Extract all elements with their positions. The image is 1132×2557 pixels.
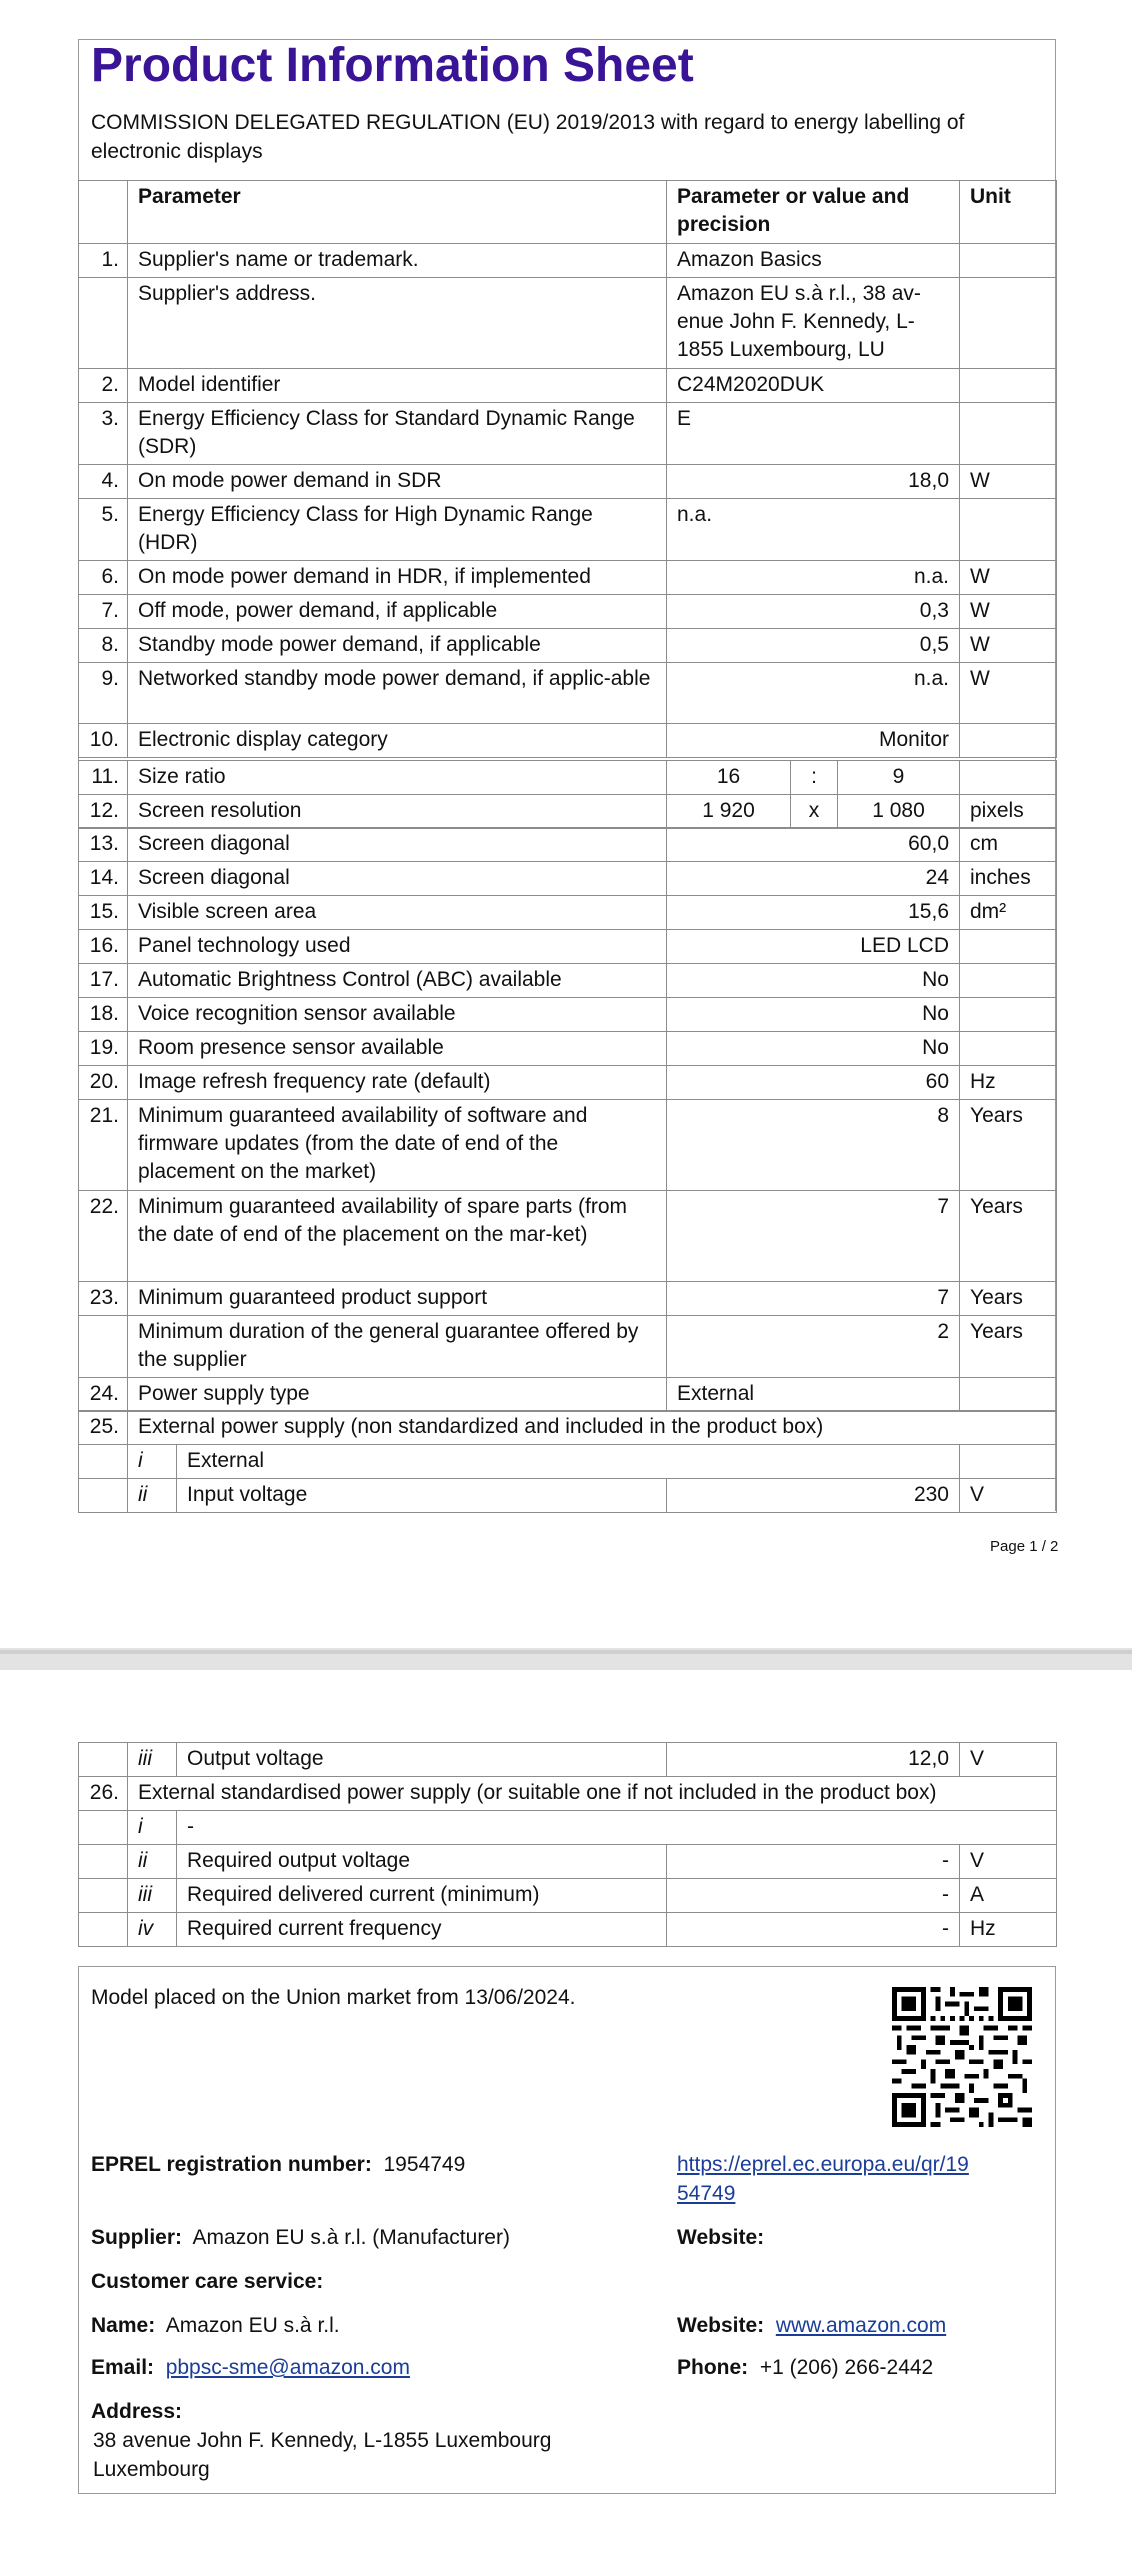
name-line	[91, 2311, 340, 2340]
table-row: 3. Energy Efficiency Class for Standard Dynamic Range (SDR) E	[79, 403, 1057, 465]
table-row: 19. Room presence sensor available No	[79, 1032, 1057, 1066]
table-row: 7. Off mode, power demand, if applicable 0,3 W	[79, 595, 1057, 629]
phone-label: Phone:	[677, 2356, 749, 2379]
table-row: 22. Minimum guaranteed availability of spare parts (from the date of end of the placement on the mar-ket) 7 Years	[79, 1191, 1057, 1282]
col-header-value: Parameter or value and precision	[667, 181, 960, 244]
phone-line	[677, 2353, 933, 2382]
table-row: Minimum duration of the general guarantee offered by the supplier 2 Years	[79, 1316, 1057, 1378]
address-label: Address:	[91, 2400, 183, 2423]
col-header-unit: Unit	[960, 181, 1057, 244]
table-row: 25. External power supply (non standardized and included in the product box)	[79, 1411, 1057, 1445]
table-row: ii Required output voltage - V	[79, 1845, 1057, 1879]
table-row: 6. On mode power demand in HDR, if implemented n.a. W	[79, 561, 1057, 595]
page-2-table	[78, 1742, 1057, 1947]
market-placement-date: Model placed on the Union market from 13/06/2024.	[91, 1986, 576, 2009]
page-title: Product Information Sheet	[91, 39, 694, 92]
table-row: 8. Standby mode power demand, if applicable 0,5 W	[79, 629, 1057, 663]
table-row: ii Input voltage 230 V	[79, 1479, 1057, 1513]
address-line-2: Luxembourg	[93, 2458, 210, 2481]
table-row: 24. Power supply type External	[79, 1378, 1057, 1412]
table-row: 2. Model identifier C24M2020DUK	[79, 369, 1057, 403]
table-row: 17. Automatic Brightness Control (ABC) available No	[79, 964, 1057, 998]
table-row: iv Required current frequency - Hz	[79, 1913, 1057, 1947]
regulation-subtitle: COMMISSION DELEGATED REGULATION (EU) 2019/2013 with regard to energy labelling of electronic displays	[91, 111, 965, 163]
table-row: 4. On mode power demand in SDR 18,0 W	[79, 465, 1057, 499]
email-link[interactable]: pbpsc-sme@amazon.com	[165, 2356, 410, 2379]
table-row: 9. Networked standby mode power demand, if applic-able n.a. W	[79, 663, 1057, 724]
website-link[interactable]: www.amazon.com	[775, 2314, 947, 2337]
supplier-line	[91, 2223, 510, 2252]
email-line	[91, 2353, 410, 2382]
page-number: Page 1 / 2	[990, 1538, 1059, 1555]
product-info-table-continued	[78, 827, 1057, 1412]
col-header-parameter: Parameter	[128, 181, 667, 244]
address-line-1: 38 avenue John F. Kennedy, L-1855 Luxembourg	[93, 2429, 552, 2452]
table-row: 1. Supplier's name or trademark. Amazon Basics	[79, 244, 1057, 278]
table-row: 16. Panel technology used LED LCD	[79, 930, 1057, 964]
customer-care-label: Customer care service:	[91, 2270, 324, 2293]
table-row: 5. Energy Efficiency Class for High Dynamic Range (HDR) n.a.	[79, 499, 1057, 561]
table-header-row	[79, 181, 1057, 244]
supplier-value: Amazon EU s.à r.l. (Manufacturer)	[192, 2226, 510, 2249]
table-row: iii Output voltage 12,0 V	[79, 1743, 1057, 1777]
eprel-link[interactable]: https://eprel.ec.europa.eu/qr/19 54749	[677, 2153, 969, 2205]
table-row: 14. Screen diagonal 24 inches	[79, 862, 1057, 896]
eprel-value: 1954749	[383, 2153, 466, 2176]
table-row: 21. Minimum guaranteed availability of software and firmware updates (from the date of end of the placement on the market) 8 Years	[79, 1100, 1057, 1191]
supplier-address: Amazon EU s.à r.l., 38 av-enue John F. Kennedy, L-1855 Luxembourg, LU	[667, 278, 960, 369]
table-row: i -	[79, 1811, 1057, 1845]
table-row: 18. Voice recognition sensor available No	[79, 998, 1057, 1032]
qr-code-icon[interactable]	[892, 1987, 1032, 2127]
table-row: 13. Screen diagonal 60,0 cm	[79, 828, 1057, 862]
website-label: Website:	[677, 2226, 765, 2249]
table-row: 23. Minimum guaranteed product support 7 Years	[79, 1282, 1057, 1316]
external-psu-table	[78, 1410, 1057, 1513]
phone-value: +1 (206) 266-2442	[759, 2356, 934, 2379]
page-separator-line	[0, 1650, 1132, 1654]
website-2-label: Website:	[677, 2314, 765, 2337]
supplier-label: Supplier:	[91, 2226, 183, 2249]
name-label: Name:	[91, 2314, 156, 2337]
table-row: 10. Electronic display category Monitor	[79, 724, 1057, 758]
eprel-url[interactable]	[677, 2150, 969, 2208]
model-identifier: C24M2020DUK	[667, 369, 960, 403]
email-label: Email:	[91, 2356, 155, 2379]
table-row: 12. Screen resolution 1 920 x 1 080 pixels	[79, 795, 1057, 829]
split-value-table	[78, 760, 1057, 829]
website-line	[677, 2311, 946, 2340]
table-row: 26. External standardised power supply (or suitable one if not included in the product box)	[79, 1777, 1057, 1811]
name-value: Amazon EU s.à r.l.	[165, 2314, 340, 2337]
eprel-registration	[91, 2150, 465, 2179]
table-row: 20. Image refresh frequency rate (default) 60 Hz	[79, 1066, 1057, 1100]
table-row: iii Required delivered current (minimum) - A	[79, 1879, 1057, 1913]
table-row: 11. Size ratio 16 : 9	[79, 761, 1057, 795]
table-row: 15. Visible screen area 15,6 dm²	[79, 896, 1057, 930]
eprel-label: EPREL registration number:	[91, 2153, 372, 2176]
table-row: i External	[79, 1445, 1057, 1479]
table-row: Supplier's address. Amazon EU s.à r.l., 38 av-enue John F. Kennedy, L-1855 Luxembourg, LU	[79, 278, 1057, 369]
product-info-table	[78, 180, 1057, 758]
